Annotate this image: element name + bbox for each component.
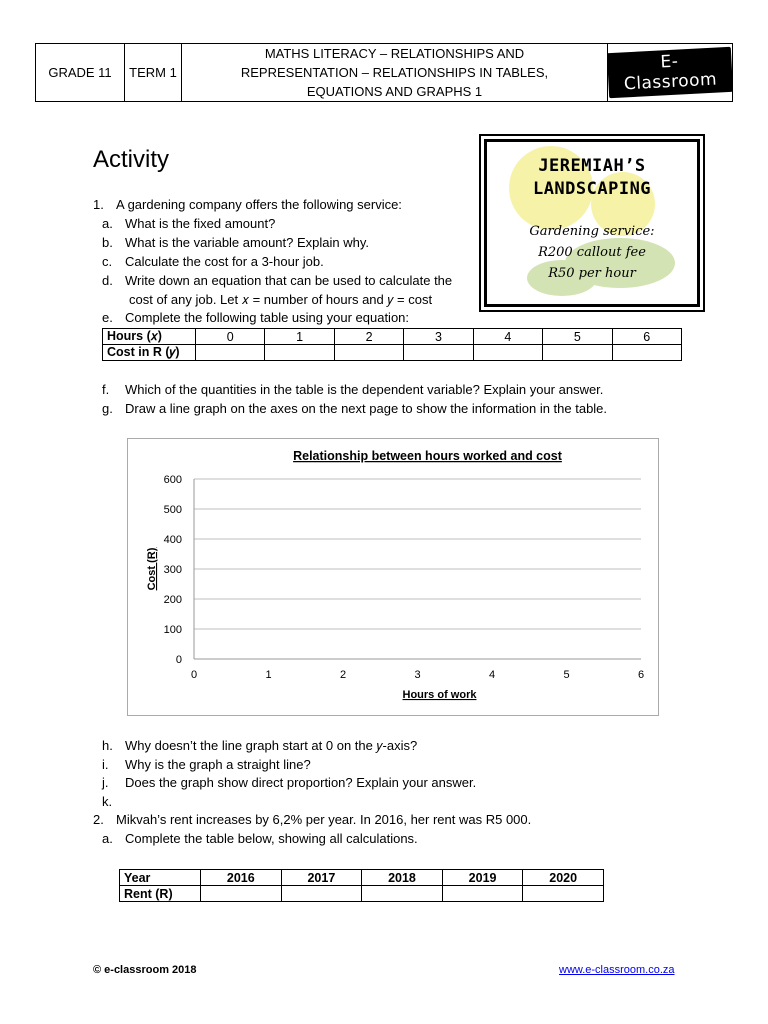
q1g-label: g. — [102, 401, 113, 416]
year-cell: 2018 — [362, 870, 443, 886]
poster-frame — [484, 139, 700, 307]
q1f-line — [102, 382, 604, 397]
hours-cell: 4 — [473, 329, 542, 345]
table-row — [120, 886, 604, 902]
rent-header: Rent (R) — [120, 886, 201, 902]
header-title-line3: EQUATIONS AND GRAPHS 1 — [306, 84, 483, 99]
y-tick-label: 500 — [163, 504, 182, 516]
q1h-text: Why doesn’t the line graph start at 0 on the 𝑦-axis? — [125, 738, 418, 753]
q2-line — [93, 812, 532, 827]
q1e-label: e. — [102, 310, 113, 325]
q1j-line — [102, 775, 477, 790]
title-cell — [182, 44, 608, 101]
rent-cell[interactable] — [362, 886, 443, 902]
q1d-line — [102, 273, 453, 288]
q1i-text: Why is the graph a straight line? — [125, 757, 311, 772]
q1i-label: i. — [102, 757, 109, 772]
term-label: TERM 1 — [129, 65, 177, 80]
cost-cell[interactable] — [473, 345, 542, 361]
q1d-text-cont: cost of any job. Let 𝑥 = number of hours and 𝑦 = cost — [129, 292, 433, 307]
q2a-line — [102, 831, 418, 846]
cost-cell[interactable] — [612, 345, 681, 361]
x-tick-label: 1 — [265, 669, 272, 681]
q1a-label: a. — [102, 216, 113, 231]
x-tick-label: 2 — [339, 669, 347, 681]
q1c-text: Calculate the cost for a 3-hour job. — [125, 254, 324, 269]
logo-cell — [608, 44, 732, 101]
q2-text: Mikvah’s rent increases by 6,2% per year. In 2016, her rent was R5 000. — [116, 812, 532, 827]
q1h-line — [102, 738, 418, 753]
y-tick-label: 0 — [175, 654, 182, 666]
header-table — [35, 43, 733, 102]
x-tick-label: 0 — [190, 669, 198, 681]
term-cell — [125, 44, 182, 101]
landscaping-poster — [479, 134, 705, 312]
hours-cell: 6 — [612, 329, 681, 345]
q1c-line — [102, 254, 324, 269]
rent-cell[interactable] — [201, 886, 282, 902]
x-tick-label: 3 — [414, 669, 421, 681]
hours-cell: 5 — [543, 329, 612, 345]
poster-title-line2: LANDSCAPING — [532, 179, 652, 199]
table-row — [103, 329, 682, 345]
cost-cell[interactable] — [543, 345, 612, 361]
q2a-text: Complete the table below, showing all calculations. — [125, 831, 418, 846]
chart-panel — [127, 438, 659, 716]
hours-cell: 1 — [265, 329, 334, 345]
q1b-line — [102, 235, 369, 250]
x-tick-label: 4 — [488, 669, 496, 681]
poster-callout: R200 callout fee — [538, 245, 646, 260]
rent-cell[interactable] — [281, 886, 362, 902]
hours-cell: 0 — [196, 329, 265, 345]
q1j-label: j. — [102, 775, 109, 790]
q1-number: 1. — [93, 197, 104, 212]
poster-service: Gardening service: — [529, 224, 655, 239]
q1f-text: Which of the quantities in the table is the dependent variable? Explain your answer. — [125, 382, 604, 397]
q1d-label: d. — [102, 273, 113, 288]
year-cell: 2017 — [281, 870, 362, 886]
y-tick-label: 600 — [163, 474, 182, 486]
cost-header: Cost in R (𝑦) — [103, 345, 196, 361]
activity-heading: Activity — [93, 146, 170, 173]
grade-cell — [36, 44, 125, 101]
q1i-line — [102, 757, 311, 772]
q1d-text: Write down an equation that can be used to calculate the — [125, 273, 453, 288]
q1e-text: Complete the following table using your equation: — [125, 310, 410, 325]
q1h-label: h. — [102, 738, 113, 753]
q1g-text: Draw a line graph on the axes on the next page to show the information in the table. — [125, 401, 608, 416]
footer-copyright: © e-classroom 2018 — [93, 964, 197, 976]
q2-number: 2. — [93, 812, 104, 827]
rent-table — [119, 869, 604, 902]
q1-text: A gardening company offers the following service: — [116, 197, 402, 212]
q1-line — [93, 197, 402, 212]
year-header: Year — [120, 870, 201, 886]
header-title-line1: MATHS LITERACY – RELATIONSHIPS AND — [264, 46, 525, 61]
q1e-line — [102, 310, 410, 325]
year-cell: 2020 — [523, 870, 604, 886]
q1a-line — [102, 216, 276, 231]
table-row — [120, 870, 604, 886]
q1k-label: k. — [102, 794, 113, 809]
footer-link[interactable]: www.e-classroom.co.za — [559, 964, 675, 976]
q1f-label: f. — [102, 382, 110, 397]
header-title-line2: REPRESENTATION – RELATIONSHIPS IN TABLES, — [240, 65, 549, 80]
q1a-text: What is the fixed amount? — [125, 216, 276, 231]
hours-header: Hours (𝑥) — [103, 329, 196, 345]
x-tick-label: 5 — [563, 669, 570, 681]
q2a-label: a. — [102, 831, 113, 846]
blank-line-graph — [128, 439, 658, 715]
rent-cell[interactable] — [442, 886, 523, 902]
y-axis-label: Cost (R) — [146, 547, 158, 591]
poster-title-line1: JEREMIAH’S — [538, 156, 646, 176]
q1b-text: What is the variable amount? Explain why. — [125, 235, 369, 250]
rent-cell[interactable] — [523, 886, 604, 902]
hours-cost-table — [102, 328, 682, 361]
y-tick-label: 200 — [163, 594, 182, 606]
q1j-text: Does the graph show direct proportion? Explain your answer. — [125, 775, 477, 790]
x-axis-label: Hours of work — [402, 689, 477, 701]
y-tick-label: 400 — [163, 534, 182, 546]
cost-cell[interactable] — [265, 345, 334, 361]
chart-title: Relationship between hours worked and cost — [293, 449, 562, 463]
y-tick-label: 300 — [163, 564, 182, 576]
year-cell: 2019 — [442, 870, 523, 886]
cost-cell[interactable] — [196, 345, 265, 361]
q1k-line — [102, 794, 112, 809]
q1b-label: b. — [102, 235, 113, 250]
y-tick-label: 100 — [163, 624, 182, 636]
poster-rate: R50 per hour — [548, 266, 636, 281]
eclassroom-logo: E-Classroom — [607, 47, 733, 98]
cost-cell[interactable] — [404, 345, 473, 361]
hours-cell: 2 — [334, 329, 403, 345]
q1c-label: c. — [102, 254, 113, 269]
table-row — [103, 345, 682, 361]
hours-cell: 3 — [404, 329, 473, 345]
grade-label: GRADE 11 — [48, 65, 112, 80]
cost-cell[interactable] — [334, 345, 403, 361]
year-cell: 2016 — [201, 870, 282, 886]
x-tick-label: 6 — [637, 669, 645, 681]
q1g-line — [102, 401, 608, 416]
